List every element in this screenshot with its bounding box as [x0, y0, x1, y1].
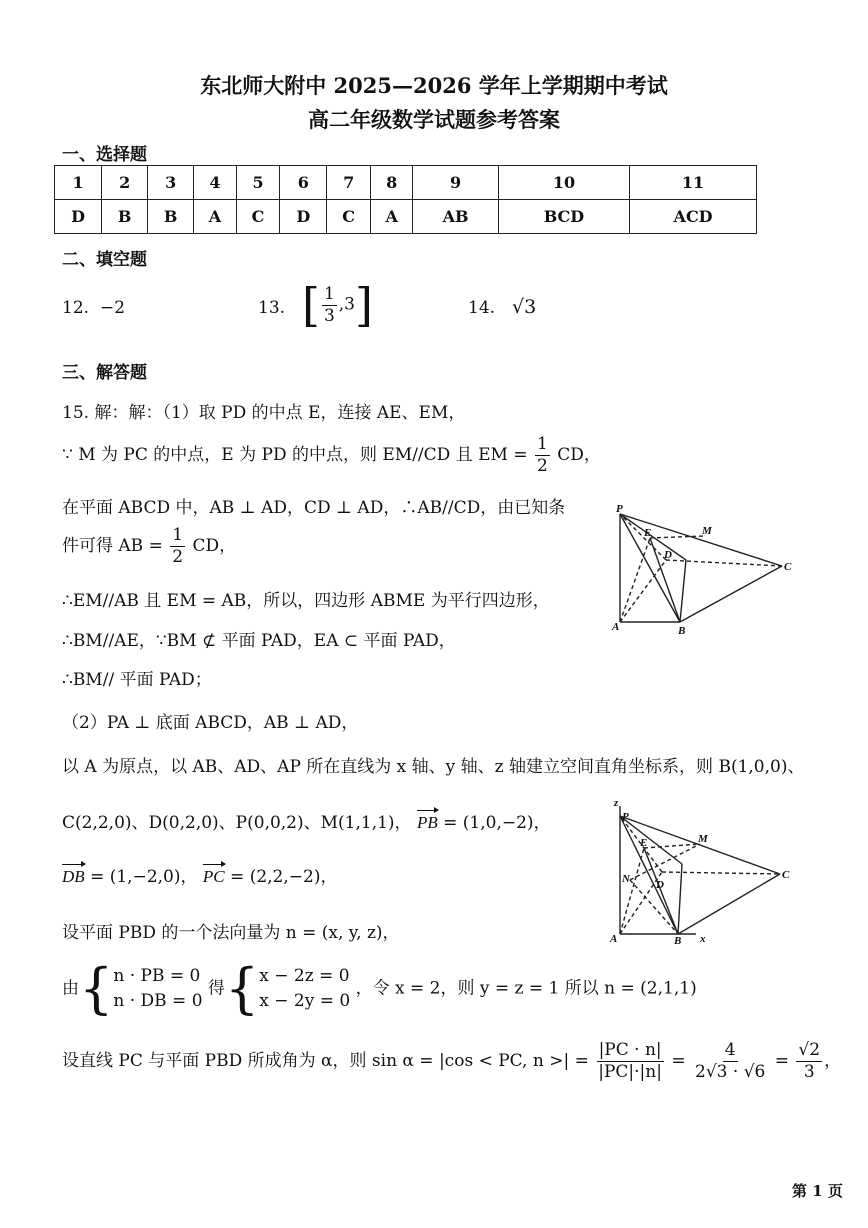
half-numerator-2: 1: [172, 525, 184, 545]
solution-line-2: [62, 436, 601, 475]
solution-line-4a: 件可得 AB =: [62, 536, 163, 556]
solution-line-13-de: 得: [207, 978, 225, 999]
page-number: 第 1 页: [792, 1182, 843, 1200]
question-number-cell: 8: [370, 166, 413, 200]
fig2-label-0: z: [614, 797, 619, 809]
fig2-label-1: P: [622, 811, 629, 823]
frac3-numerator: √2: [798, 1040, 821, 1060]
half-denominator-2: 2: [172, 547, 184, 567]
fig1-label-5: A: [612, 621, 620, 633]
document-subtitle: 高二年级数学试题参考答案: [308, 107, 560, 132]
q14-label: 14.: [468, 298, 496, 318]
solution-line-7: ∴BM// 平面 PAD；: [62, 670, 212, 690]
frac2-numerator: 4: [724, 1040, 736, 1060]
answer-table: [54, 165, 757, 234]
solution-line-2b: CD，: [557, 445, 601, 465]
q13-label: 13.: [258, 298, 286, 318]
system2-eq1: x − 2z = 0: [259, 965, 350, 986]
question-number-row: [55, 166, 757, 200]
frac3-denominator: 3: [803, 1062, 815, 1082]
answer-cell: ACD: [630, 200, 757, 234]
system1-eq1: n · PB = 0: [113, 965, 201, 986]
section-solution-title: 三、解答题: [62, 363, 147, 383]
solution-line-3: 在平面 ABCD 中，AB ⊥ AD，CD ⊥ AD，∴AB//CD，由已知条: [62, 498, 566, 518]
vector-pb: PB: [416, 813, 438, 832]
solution-line-2a: ∵ M 为 PC 的中点，E 为 PD 的中点，则 EM//CD 且 EM =: [62, 445, 528, 465]
solution-line-10: [62, 808, 551, 833]
q14-answer: √3: [512, 296, 537, 318]
fig1-label-0: P: [616, 503, 623, 515]
system1-eq2: n · DB = 0: [113, 991, 203, 1011]
answer-cell: B: [148, 200, 194, 234]
half-denominator: 2: [536, 456, 548, 476]
section-multiple-choice-title: 一、选择题: [62, 145, 147, 165]
solution-line-6: ∴BM//AE，∵BM ⊄ 平面 PAD，EA ⊂ 平面 PAD，: [62, 631, 456, 651]
fig2-label-4: N: [622, 873, 630, 885]
solution-line-10a: C(2,2,0)、D(0,2,0)、P(0,0,2)、M(1,1,1)，: [62, 813, 412, 833]
fig1-label-2: M: [702, 525, 712, 537]
half-numerator: 1: [536, 434, 548, 454]
fig1-label-1: E: [644, 527, 652, 539]
pyramid-figure-2: [604, 796, 804, 946]
answer-cell: C: [327, 200, 371, 234]
solution-line-1: 15. 解：解：（1）取 PD 的中点 E，连接 AE、EM，: [62, 403, 466, 423]
fig1-label-3: D: [664, 549, 672, 561]
document-title: 东北师大附中 2025—2026 学年上学期期中考试: [200, 73, 668, 98]
q13-denominator: 3: [323, 305, 335, 326]
q12-label: 12.: [62, 298, 90, 318]
solution-line-14: 设直线 PC 与平面 PBD 所成角为 α，则 sin α = |cos < PC, n >| = $\frac{|PC \cdot n|}{|PC|\cdot|n|}$ = $\frac{4}{2√3 \cdot √6}$ = $\frac{√2}{3}$ ，: [62, 1040, 842, 1082]
question-number-cell: 6: [280, 166, 327, 200]
question-number-cell: 9: [413, 166, 498, 200]
frac1-denominator: |PC|·|n|: [598, 1062, 662, 1082]
solution-line-10b: = (1,0,−2)，: [443, 813, 551, 833]
fig2-label-5: D: [656, 879, 664, 891]
question-number-cell: 3: [148, 166, 194, 200]
question-number-cell: 7: [327, 166, 371, 200]
answer-cell: D: [55, 200, 102, 234]
fig2-label-3: M: [698, 833, 708, 845]
answer-row: [55, 200, 757, 234]
q13-answer: [ $\frac{1}{3}$ ,3]: [302, 278, 373, 332]
answer-cell: B: [102, 200, 148, 234]
q13-tail: ,3: [338, 294, 356, 315]
fig2-label-8: B: [674, 935, 682, 946]
solution-line-11a: = (1,−2,0)，: [90, 867, 198, 887]
fig2-label-2: E: [640, 837, 648, 849]
answer-cell: A: [194, 200, 237, 234]
question-number-cell: 5: [236, 166, 280, 200]
q13-numerator: 1: [323, 283, 335, 304]
fig2-label-7: A: [610, 933, 618, 945]
answer-cell: A: [370, 200, 413, 234]
answer-cell: C: [236, 200, 280, 234]
solution-line-13-you: 由: [62, 978, 79, 999]
answer-cell: BCD: [498, 200, 629, 234]
frac2-denominator: 2√3 · √6: [695, 1062, 766, 1082]
question-number-cell: 2: [102, 166, 148, 200]
q12-answer: −2: [100, 298, 126, 318]
fig2-label-6: C: [782, 869, 790, 881]
solution-line-4b: CD，: [192, 536, 237, 556]
solution-line-14-end: ，: [824, 1051, 842, 1071]
answer-cell: AB: [413, 200, 498, 234]
solution-line-14a: 设直线 PC 与平面 PBD 所成角为 α，则 sin α = |cos < PC, n >| =: [62, 1051, 589, 1071]
pyramid-figure-1: [606, 500, 806, 645]
vector-db: DB: [62, 867, 85, 886]
solution-line-11b: = (2,2,−2)，: [230, 867, 338, 887]
frac1-numerator: |PC · n|: [598, 1040, 662, 1060]
answer-cell: D: [280, 200, 327, 234]
solution-line-4: [62, 527, 236, 566]
solution-line-13: 由{ n · PB = 0 n · DB = 0 得{ x − 2z = 0 x − 2y = 0 ，令 x = 2，则 y = z = 1 所以 n = (2,1,1): [62, 957, 697, 1020]
question-number-cell: 1: [55, 166, 102, 200]
question-number-cell: 10: [498, 166, 629, 200]
question-number-cell: 4: [194, 166, 237, 200]
solution-line-8: （2）PA ⊥ 底面 ABCD，AB ⊥ AD，: [62, 713, 359, 733]
system2-eq2: x − 2y = 0: [259, 991, 351, 1011]
solution-line-12: 设平面 PBD 的一个法向量为 n = (x, y, z)，: [62, 923, 400, 943]
solution-line-13-tail: ，令 x = 2，则 y = z = 1 所以 n = (2,1,1): [355, 978, 697, 999]
vector-pc: PC: [202, 867, 225, 886]
fig1-label-6: B: [678, 625, 686, 637]
solution-line-9: 以 A 为原点，以 AB、AD、AP 所在直线为 x 轴、y 轴、z 轴建立空间直角坐标系，则 B(1,0,0)、: [62, 757, 805, 777]
solution-line-11: [62, 862, 337, 887]
fig1-label-4: C: [784, 561, 792, 573]
solution-line-5: ∴EM//AB 且 EM = AB，所以，四边形 ABME 为平行四边形，: [62, 591, 550, 611]
section-fill-blank-title: 二、填空题: [62, 250, 147, 270]
fig2-label-9: x: [700, 933, 706, 945]
question-number-cell: 11: [630, 166, 757, 200]
